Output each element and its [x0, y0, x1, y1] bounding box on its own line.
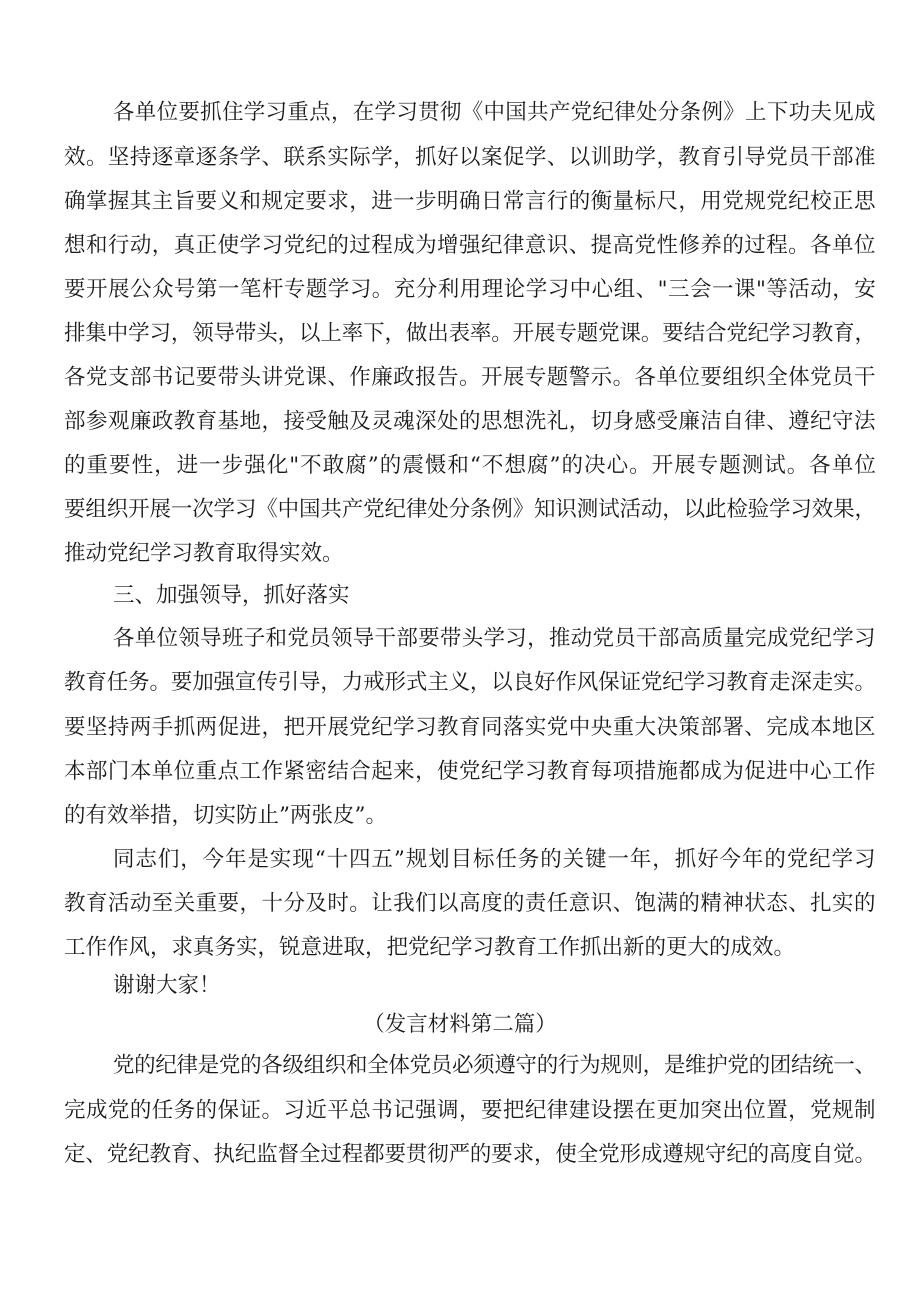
para1-line-8: 部参观廉政教育基地，接受触及灵魂深处的思想洗礼，切身感受廉洁自律、遵纪守法 — [64, 409, 876, 434]
para3-line-2: 教育活动至关重要，十分及时。让我们以高度的责任意识、饱满的精神状态、扎实的 — [64, 891, 876, 916]
para1-line-6: 排集中学习，领导带头，以上率下，做出表率。开展专题党课。要结合党纪学习教育， — [64, 321, 876, 346]
para1-line-4: 想和行动，真正使学习党纪的过程成为增强纪律意识、提高党性修养的过程。各单位 — [64, 233, 876, 258]
para3-line-1: 同志们，今年是实现“十四五”规划目标任务的关键一年，抓好今年的党纪学习 — [113, 847, 877, 872]
para1-line-7: 各党支部书记要带头讲党课、作廉政报告。开展专题警示。各单位要组织全体党员干 — [64, 365, 876, 390]
section-title: （发言材料第二篇） — [363, 1012, 557, 1037]
para2-line-5: 的有效举措，切实防止”两张皮”。 — [64, 803, 387, 828]
section-heading: 三、加强领导，抓好落实 — [113, 583, 350, 608]
para1-line-11: 推动党纪学习教育取得实效。 — [64, 541, 344, 566]
para2-line-4: 本部门本单位重点工作紧密结合起来，使党纪学习教育每项措施都成为促进中心工作 — [64, 759, 876, 784]
para4-line-1: 党的纪律是党的各级组织和全体党员必须遵守的行为规则，是维护党的团结统一、 — [113, 1053, 876, 1078]
para4-line-3: 定、党纪教育、执纪监督全过程都要贯彻严的要求，使全党形成遵规守纪的高度自觉。 — [64, 1142, 876, 1167]
para1-line-1: 各单位要抓住学习重点，在学习贯彻《中国共产党纪律处分条例》上下功夫见成 — [113, 100, 876, 125]
para3-line-3: 工作作风，求真务实，锐意进取，把党纪学习教育工作抓出新的更大的成效。 — [64, 935, 796, 960]
para4-line-2: 完成党的任务的保证。习近平总书记强调，要把纪律建设摆在更加突出位置，党规制 — [64, 1098, 876, 1123]
para1-line-5: 要开展公众号第一笔杆专题学习。充分利用理论学习中心组、"三会一课"等活动，安 — [64, 277, 877, 302]
para2-line-1: 各单位领导班子和党员领导干部要带头学习，推动党员干部高质量完成党纪学习 — [113, 626, 876, 651]
para1-line-10: 要组织开展一次学习《中国共产党纪律处分条例》知识测试活动，以此检验学习效果， — [64, 497, 876, 522]
para1-line-3: 确掌握其主旨要义和规定要求，进一步明确日常言行的衡量标尺，用党规党纪校正思 — [64, 189, 876, 214]
para1-line-9: 的重要性，进一步强化"不敢腐”的震慑和“不想腐”的决心。开展专题测试。各单位 — [64, 453, 877, 478]
thanks-line: 谢谢大家！ — [113, 973, 221, 998]
para2-line-2: 教育任务。要加强宣传引导，力戒形式主义，以良好作风保证党纪学习教育走深走实。 — [64, 670, 876, 695]
para1-line-2: 效。坚持逐章逐条学、联系实际学，抓好以案促学、以训助学，教育引导党员干部准 — [64, 145, 876, 170]
para2-line-3: 要坚持两手抓两促进，把开展党纪学习教育同落实党中央重大决策部署、完成本地区 — [64, 715, 876, 740]
